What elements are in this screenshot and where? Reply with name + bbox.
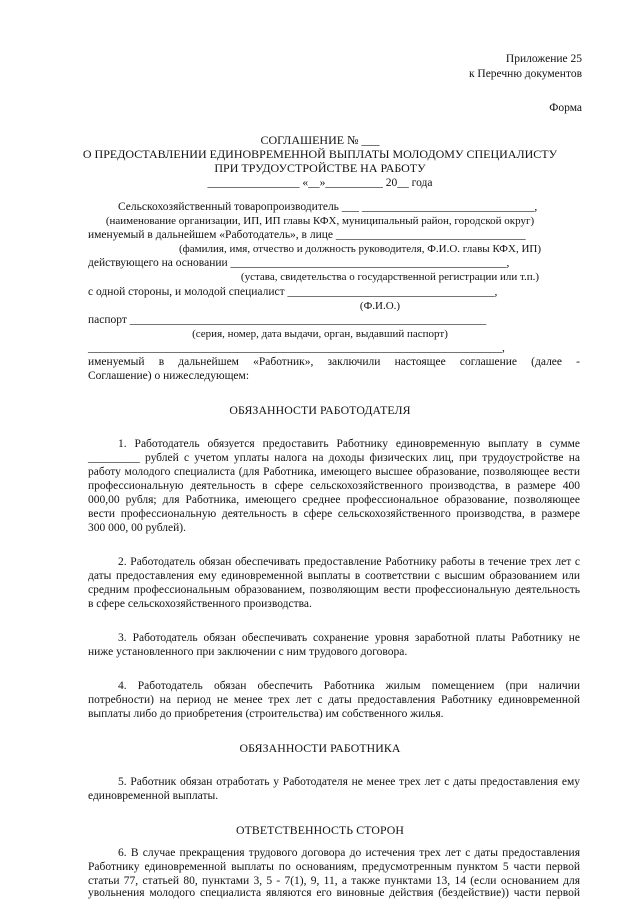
p1-line-7: 300 000, 00 рублей). — [88, 522, 186, 534]
p6-line-3: статьи 77, статьей 80, пунктами 3, 5 - 7(1), 9, 11, а также пунктами 13, 14 (если основанием для — [88, 875, 580, 887]
specialist-caption: (Ф.И.О.) — [359, 300, 401, 312]
p6-line-1: 6. В случае прекращения трудового договора до истечения трех лет с даты предоставления — [118, 847, 580, 859]
agreement-title: О ПРЕДОСТАВЛЕНИИ ЕДИНОВРЕМЕННОЙ ВЫПЛАТЫ МОЛОДОМУ СПЕЦИАЛИСТУ — [82, 147, 558, 161]
section-employer-duties-heading: ОБЯЗАННОСТИ РАБОТОДАТЕЛЯ — [229, 403, 411, 417]
basis-caption: (устава, свидетельства о государственной регистрации или т.п.) — [240, 271, 540, 283]
basis-line: действующего на основании ________________________________________________, — [88, 257, 510, 269]
p1-line-4: профессиональную деятельность в сфере сельскохозяйственного производства, в размере 400 — [88, 480, 580, 492]
p1-line-3: работу молодого специалиста (для Работника, имеющего высшее образование, позволяющее вести — [88, 466, 580, 478]
p2-line-2: даты предоставления ему единовременной выплаты в соответствии с высшим образованием или — [88, 570, 580, 582]
p3-line-2: ниже установленного при заключении с ним трудового договора. — [88, 646, 408, 658]
form-label: Форма — [549, 102, 582, 114]
p1-line-5: 000,00 рубля; для Работника, имеющего среднее профессиональное образование, позволяющее — [88, 494, 580, 506]
p6-line-2: Работнику единовременной выплаты по основаниям, предусмотренным пунктом 5 части первой — [88, 861, 580, 873]
p2-line-1: 2. Работодатель обязан обеспечивать предоставление Работнику работы в течение трех лет с — [118, 556, 580, 568]
p1-line-2: _________ рублей с учетом уплаты налога на доходы физических лиц, при трудоустройстве на — [88, 452, 580, 464]
agreement-number-title: СОГЛАШЕНИЕ № ___ — [260, 133, 380, 147]
section-responsibility-heading: ОТВЕТСТВЕННОСТЬ СТОРОН — [235, 823, 405, 837]
p1-line-1: 1. Работодатель обязуется предоставить Работнику единовременную выплату в сумме — [118, 438, 580, 450]
p1-line-6: вести профессиональную деятельность в сфере сельскохозяйственного производства, в размере — [88, 508, 580, 520]
passport-caption: (серия, номер, дата выдачи, орган, выдавший паспорт) — [192, 328, 448, 340]
p2-line-4: в сфере сельскохозяйственного производства. — [88, 598, 312, 610]
agreement-intro-line: Соглашение) о нижеследующем: — [88, 370, 250, 382]
worker-definition-line: именуемый в дальнейшем «Работник», заключили настоящее соглашение (далее - — [88, 356, 580, 368]
passport-continuation-line: ________________________________________________________________________, — [88, 342, 505, 354]
representative-caption: (фамилия, имя, отчество и должность руководителя, Ф.И.О. главы КФХ, ИП) — [178, 243, 541, 255]
p6-line-4: увольнения молодого специалиста являются его виновные действия (бездействие)) части первой — [88, 887, 580, 899]
p5-line-2: единовременной выплаты. — [88, 790, 219, 802]
p4-line-3: выплаты либо до приобретения (строительства) им собственного жилья. — [88, 708, 444, 720]
employer-caption: (наименование организации, ИП, ИП главы КФХ, муниципальный район, городской округ) — [105, 215, 535, 227]
section-worker-duties-heading: ОБЯЗАННОСТИ РАБОТНИКА — [239, 741, 401, 755]
p5-line-1: 5. Работник обязан отработать у Работодателя не менее трех лет с даты предоставления ему — [118, 776, 580, 788]
agreement-subtitle: ПРИ ТРУДОУСТРОЙСТВЕ НА РАБОТУ — [214, 161, 426, 175]
agreement-date-line: ________________ «__»__________ 20__ года — [207, 177, 433, 189]
p4-line-1: 4. Работодатель обязан обеспечить Работника жилым помещением (при наличии — [118, 680, 580, 692]
appendix-list-label: к Перечню документов — [468, 68, 582, 80]
appendix-label: Приложение 25 — [505, 53, 582, 65]
p2-line-3: средним профессиональным образованием, позволяющим вести профессиональную деятельность — [88, 584, 580, 596]
passport-line: паспорт ______________________________________________________________ — [88, 314, 487, 326]
p3-line-1: 3. Работодатель обязан обеспечивать сохранение уровня заработной платы Работнику не — [118, 632, 580, 644]
specialist-line: с одной стороны, и молодой специалист ____________________________________, — [88, 286, 498, 298]
employer-line: Сельскохозяйственный товаропроизводитель ___ ______________________________, — [118, 201, 538, 213]
represented-by-line: именуемый в дальнейшем «Работодатель», в лице _________________________________ — [88, 229, 526, 241]
p4-line-2: потребности) на период не менее трех лет с даты предоставления Работнику единовременной — [88, 694, 580, 706]
